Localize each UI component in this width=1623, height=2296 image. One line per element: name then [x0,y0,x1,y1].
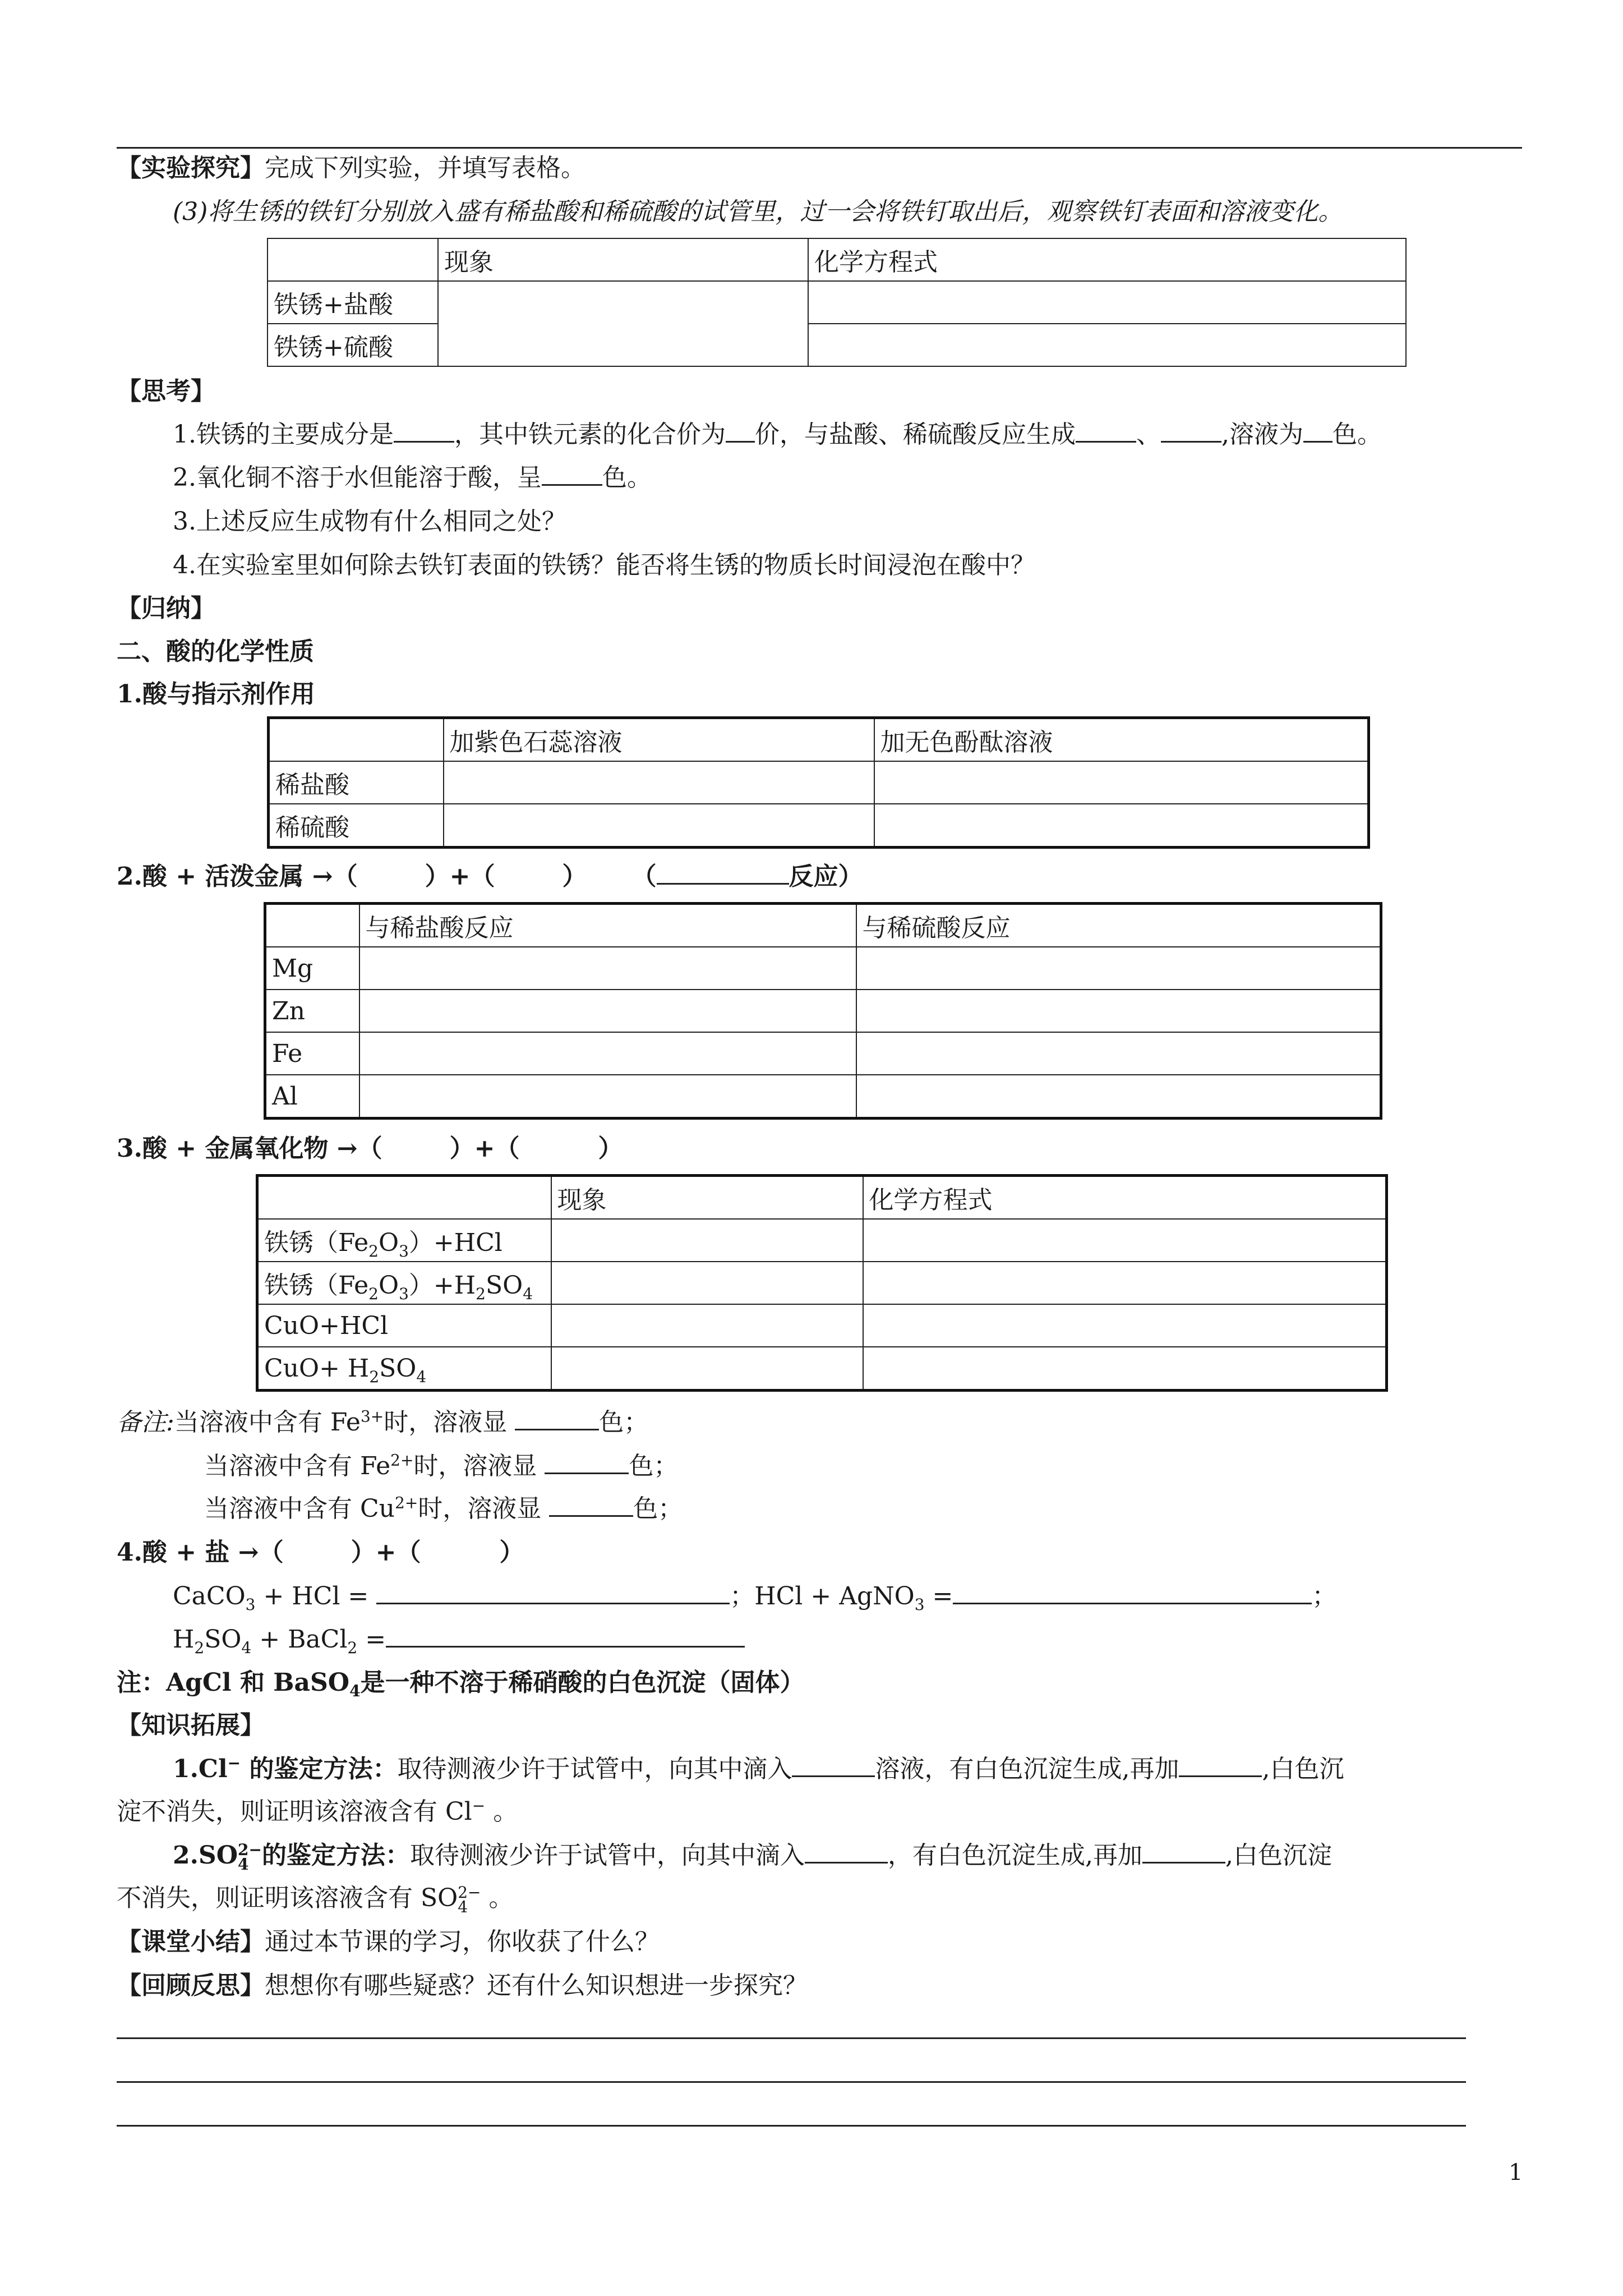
subsection-salt: 4.酸 + 盐 →（ ）+（ ） [117,1538,524,1567]
extension-so4-line-1: 2.SO 2− 4 的鉴定方法：取待测液少许于试管中，向其中滴入 ，有白色沉淀生成,再加 ,白色沉淀 [173,1840,1332,1874]
answer-blank[interactable] [657,863,789,885]
extension-heading: 【知识拓展】 [117,1711,265,1740]
question-text: ,溶液为 [1221,420,1303,449]
answer-blank[interactable] [542,464,602,486]
table-header: 现象 [438,238,808,281]
answer-blank[interactable] [376,1582,730,1604]
extension-so4-line-2: 不消失，则证明该溶液含有 SO 2− 4 。 [117,1883,514,1916]
answer-cell[interactable] [438,281,808,366]
rust-reaction-table [267,238,1407,367]
answer-blank[interactable] [953,1582,1312,1604]
table-row-label: 铁锈+硫酸 [268,324,438,366]
table-row-label: Mg [265,947,359,990]
answer-blank[interactable] [515,1409,599,1430]
answer-cell[interactable] [808,324,1406,366]
note-line-1: 备注:当溶液中含有 $Fe^{3+}$时，溶液显 色； [117,1407,649,1437]
answer-cell[interactable] [856,1075,1381,1119]
answer-blank[interactable] [545,1452,629,1474]
table-header: 加紫色石蕊溶液 [444,718,874,762]
experiment-item-3: (3)将生锈的铁钉分别放入盛有稀盐酸和稀硫酸的试管里，过一会将铁钉取出后，观察铁钉表面和溶液变化。 [173,197,1343,226]
answer-cell[interactable] [551,1219,863,1262]
answer-cell[interactable] [808,281,1406,324]
experiment-text: 完成下列实验，并填写表格。 [265,154,585,182]
formula-text: ）+（ [425,862,495,891]
formula-text: 2.酸 + 活泼金属 →（ [117,862,358,891]
question-text: 色。 [602,463,652,492]
answer-cell[interactable] [874,761,1369,804]
answer-blank[interactable] [394,421,454,443]
answer-cell[interactable] [863,1219,1387,1262]
answer-cell[interactable] [359,990,856,1032]
question-text: 价，与盐酸、稀硫酸反应生成 [754,420,1076,449]
table-cell-empty [265,904,359,947]
table-header: 化学方程式 [863,1176,1387,1220]
question-text: 、 [1136,420,1161,449]
question-text: ，其中铁元素的化合价为 [454,420,726,449]
think-question-2 [173,461,652,495]
oxide-table [256,1174,1388,1392]
answer-cell[interactable] [874,804,1369,848]
formula-text: ） [562,862,587,891]
metal-table [264,902,1382,1120]
extension-cl-line-2: 淀不消失，则证明该溶液含有 Cl− 。 [117,1796,518,1826]
answer-cell[interactable] [359,1075,856,1119]
table-header: 加无色酚酞溶液 [874,718,1369,762]
answer-cell[interactable] [856,1032,1381,1075]
question-text: 2.氧化铜不溶于水但能溶于酸，呈 [173,463,542,492]
summary-heading: 【归纳】 [117,594,215,623]
table-header: 现象 [551,1176,863,1220]
page-number: 1 [1509,2160,1523,2185]
answer-blank[interactable] [1142,1842,1225,1864]
answer-blank[interactable] [549,1495,633,1517]
section-title: 二、酸的化学性质 [117,637,314,666]
table-row-label: 铁锈$(Fe_2O_3)+H_2SO_4$ [257,1262,551,1304]
answer-blank[interactable] [1161,421,1221,443]
answer-blank[interactable] [1076,421,1136,443]
note-label: 备注: [117,1408,174,1437]
answer-blank[interactable] [1303,421,1332,443]
table-row-label: 铁锈+盐酸 [268,281,438,324]
answer-cell[interactable] [359,947,856,990]
table-cell-empty [268,238,438,281]
answer-cell[interactable] [444,804,874,848]
answer-line[interactable] [117,2081,1466,2083]
answer-cell[interactable] [359,1032,856,1075]
table-row-label: Zn [265,990,359,1032]
table-row-label: 稀盐酸 [269,761,444,804]
precipitate-note: 注：AgCl 和 BaSO$_4$是一种不溶于稀硝酸的白色沉淀（固体） [117,1668,805,1700]
think-question-3: 3.上述反应生成物有什么相同之处？ [173,507,566,536]
review-reflection: 【回顾反思】想想你有哪些疑惑？还有什么知识想进一步探究？ [117,1971,808,2000]
table-header: 化学方程式 [808,238,1406,281]
answer-cell[interactable] [856,947,1381,990]
formula-text: （ [631,862,657,891]
table-row-label: Al [265,1075,359,1119]
answer-blank[interactable] [1179,1755,1262,1777]
think-question-4: 4.在实验室里如何除去铁钉表面的铁锈？能否将生锈的物质长时间浸泡在酸中？ [173,551,1035,579]
answer-blank[interactable] [792,1755,875,1777]
table-row-label: 稀硫酸 [269,804,444,848]
equation-line-1: CaCO$_3$ + HCl = ；HCl + AgNO$_3$ = ； [173,1582,1337,1614]
header-rule [117,147,1522,149]
table-header: 与稀硫酸反应 [856,904,1381,947]
subsection-metal [117,860,863,894]
answer-cell[interactable] [863,1262,1387,1304]
answer-blank[interactable] [805,1842,888,1864]
answer-cell[interactable] [856,990,1381,1032]
think-heading: 【思考】 [117,377,215,406]
think-question-1 [173,418,1382,452]
answer-blank[interactable] [726,421,755,443]
formula-text: ） [598,1134,623,1163]
experiment-heading [117,151,585,185]
equation-line-2: $H_2SO_4$ + BaCl$_2$ = [173,1623,745,1657]
question-text: 1.铁锈的主要成分是 [173,420,394,449]
table-row-label: $CuO+ H_2SO_4$ [257,1347,551,1391]
table-row-label: Fe [265,1032,359,1075]
formula-text: 反应） [789,862,863,891]
answer-cell[interactable] [863,1304,1387,1347]
answer-line[interactable] [117,2037,1466,2039]
table-header: 与稀盐酸反应 [359,904,856,947]
answer-cell[interactable] [863,1347,1387,1391]
question-text: 色。 [1332,420,1382,449]
answer-cell[interactable] [444,761,874,804]
note-line-3: 当溶液中含有 $Cu^{2+}$时，溶液显 色； [204,1493,683,1523]
class-summary: 【课堂小结】通过本节课的学习，你收获了什么？ [117,1927,660,1956]
answer-line[interactable] [117,2125,1466,2127]
answer-cell[interactable] [551,1262,863,1304]
extension-cl-line-1: 1.Cl− 的鉴定方法：取待测液少许于试管中，向其中滴入 溶液，有白色沉淀生成,再加 ,白色沉 [173,1754,1344,1783]
answer-cell[interactable] [551,1347,863,1391]
indicator-table [267,716,1370,849]
subsection-indicator: 1.酸与指示剂作用 [117,680,315,708]
experiment-label: 【实验探究】 [117,154,265,182]
table-row-label: 铁锈$(Fe_2O_3)+HCl$ [257,1219,551,1262]
subsection-oxide [117,1132,623,1166]
answer-cell[interactable] [551,1304,863,1347]
table-cell-empty [257,1176,551,1220]
note-line-2: 当溶液中含有 $Fe^{2+}$时，溶液显 色； [204,1451,679,1480]
table-row-label: CuO+HCl [257,1304,551,1347]
answer-blank[interactable] [386,1626,745,1648]
table-cell-empty [269,718,444,762]
formula-text: ）+（ [449,1134,520,1163]
formula-text: 3.酸 + 金属氧化物 →（ [117,1134,382,1163]
